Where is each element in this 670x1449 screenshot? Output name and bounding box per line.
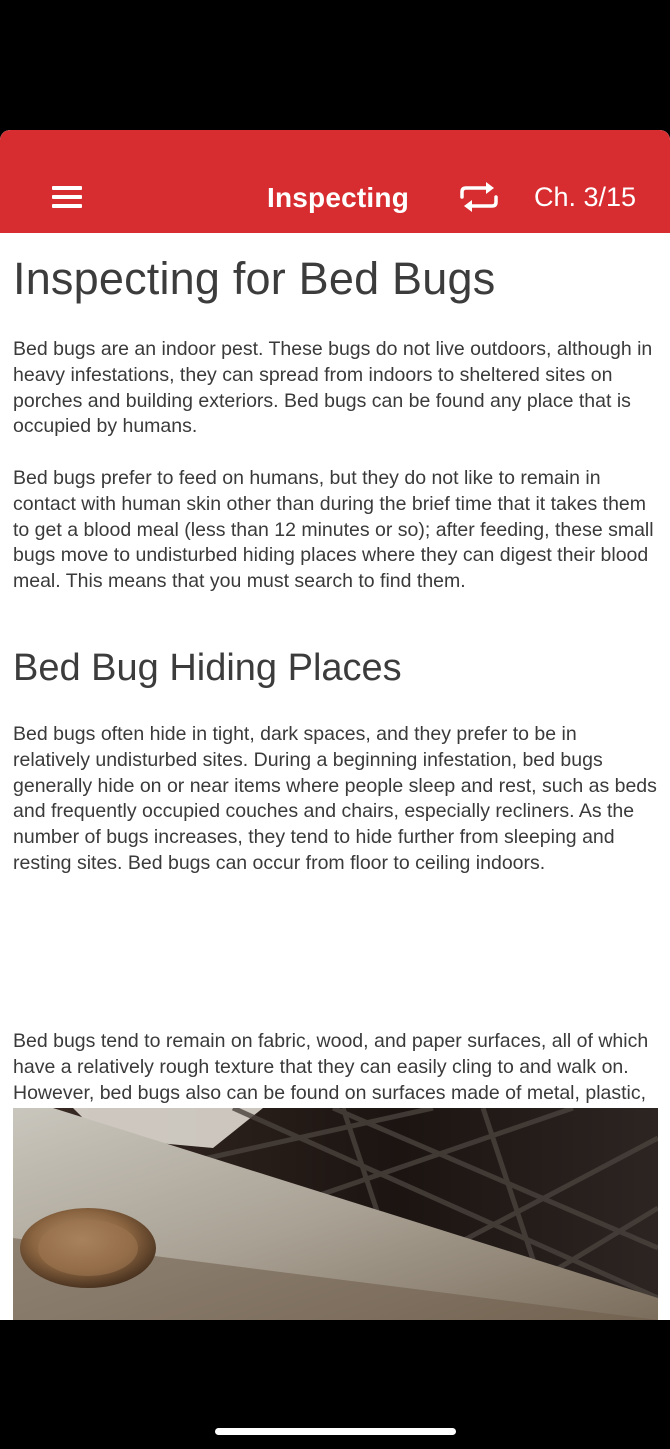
page-title: Inspecting for Bed Bugs	[13, 253, 496, 304]
repeat-arrows-icon[interactable]	[456, 180, 502, 214]
paragraph: Bed bugs often hide in tight, dark spaces, and they prefer to be in relatively undisturbed sites. During a beginning infestation, bed bugs generally hide on or near items where people sleep and rest, such as beds and frequently occupied couches and chairs, especially recliners. As the number of bugs increases, they tend to hide further from sleeping and resting sites. Bed bugs can occur from floor to ceiling indoors.	[13, 723, 657, 874]
bed-frame-photo	[13, 1108, 658, 1320]
chapter-indicator[interactable]: Ch. 3/15	[534, 182, 637, 212]
section-heading: Bed Bug Hiding Places	[13, 647, 402, 689]
hamburger-menu-icon[interactable]	[52, 186, 82, 210]
paragraph: Bed bugs prefer to feed on humans, but they do not like to remain in contact with human skin other than during the brief time that it takes them to get a blood meal (less than 12 minutes or so); after feeding, these small bugs move to undisturbed hiding places where they can digest their blood meal. This means that you must search to find them.	[13, 467, 654, 593]
app-bar-title: Inspecting	[267, 182, 410, 213]
paragraph: Bed bugs are an indoor pest. These bugs do not live outdoors, although in heavy infestations, they can spread from indoors to sheltered sites on porches and building exteriors. Bed bugs can be found any place that is occupied by humans.	[13, 338, 653, 438]
app-bar	[0, 130, 670, 233]
app-screen	[0, 130, 670, 1320]
paragraph: Bed bugs tend to remain on fabric, wood, and paper surfaces, all of which have a relatively rough texture that they can easily cling to and walk on. However, bed bugs also can be found on surfaces made of metal, plastic,	[13, 1030, 649, 1104]
home-indicator[interactable]	[215, 1428, 456, 1435]
